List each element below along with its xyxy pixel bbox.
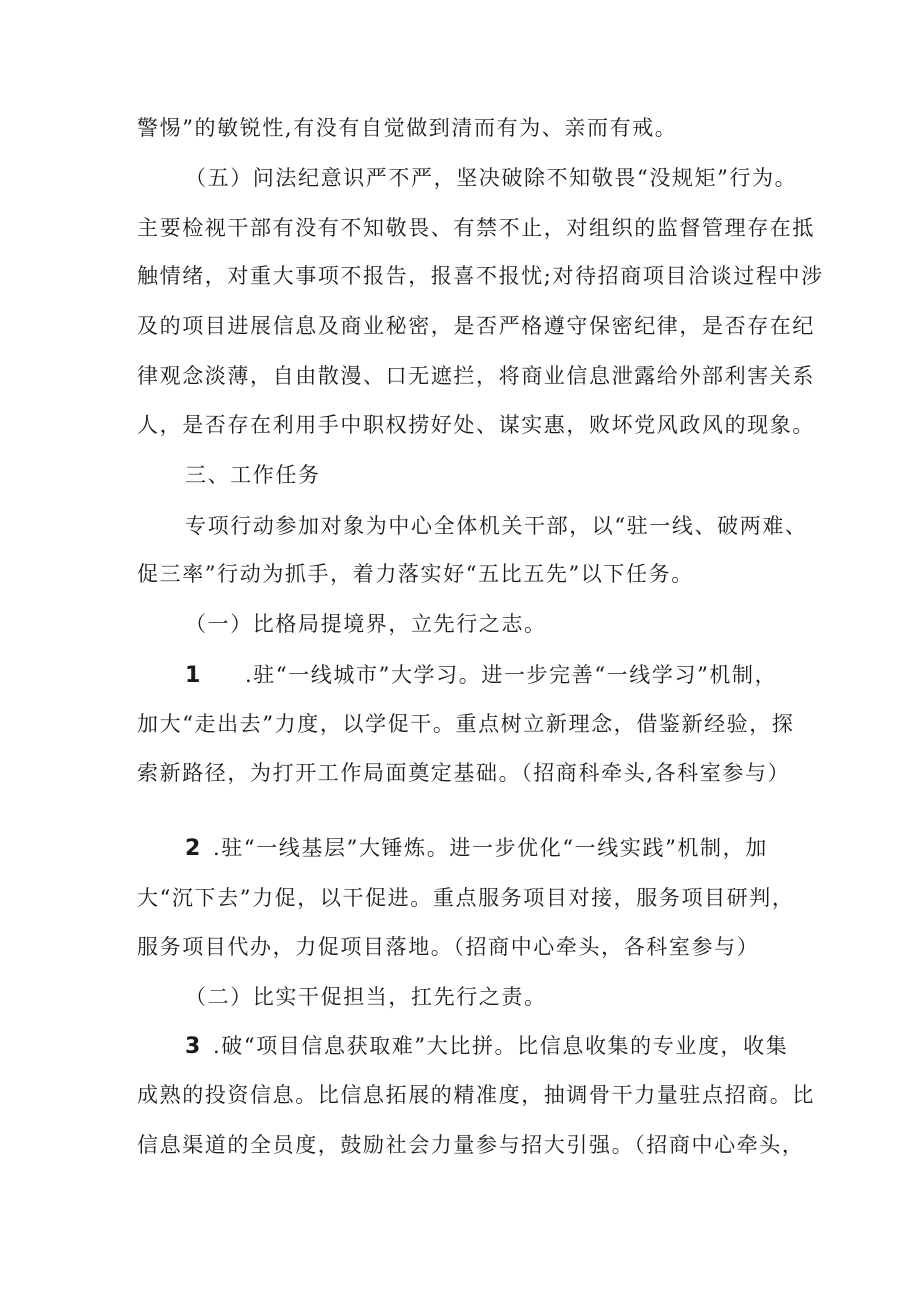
section-heading: [185, 609, 845, 639]
text-line: [137, 1130, 805, 1160]
line-text: 服务项目代办，力促项目落地。（招商中心牵头，各科室参与）: [137, 935, 760, 959]
text-line: [137, 559, 797, 589]
line-text: 三、工作任务: [185, 463, 321, 487]
line-text: 信息渠道的全员度，鼓励社会力量参与招大引强。（招商中心牵头，: [137, 1133, 805, 1157]
line-text: （一）比格局提境界，立先行之志。: [185, 612, 547, 636]
item-number: 1: [185, 663, 201, 688]
line-text: 触情绪，对重大事项不报告，报喜不报忧;对待招商项目洽谈过程中涉: [137, 264, 824, 288]
text-line: [137, 932, 797, 962]
item-number: 3: [185, 1034, 201, 1059]
line-text: 索新路径，为打开工作局面奠定基础。（招商科牵头,各科室参与）: [137, 761, 791, 785]
line-text: 加大“走出去”力度，以学促干。重点树立新理念，借鉴新经验，探: [137, 712, 795, 736]
line-text: 主要检视干部有没有不知敬畏、有禁不止，对组织的监督管理存在抵: [137, 216, 815, 240]
line-text: 律观念淡薄，自由散漫、口无遮拦，将商业信息泄露给外部利害关系: [137, 364, 815, 388]
section-heading: [185, 163, 845, 193]
section-heading: [185, 982, 845, 1012]
text-line: [137, 261, 824, 291]
text-line: [137, 1080, 815, 1110]
numbered-item: [185, 660, 845, 691]
line-text: （二）比实干促担当，扛先行之责。: [185, 985, 547, 1009]
numbered-item: [185, 1031, 845, 1062]
text-line: [137, 883, 797, 913]
text-line: [185, 511, 845, 541]
line-text: 成熟的投资信息。比信息拓展的精准度，抽调骨干力量驻点招商。比: [137, 1083, 815, 1107]
text-line: [137, 758, 797, 788]
text-line: [137, 410, 815, 440]
line-text: 人，是否存在利用手中职权捞好处、谋实惠，败坏党风政风的现象。: [137, 413, 815, 437]
item-number: 2: [185, 836, 201, 861]
text-line: [137, 709, 797, 739]
text-line: [137, 361, 815, 391]
line-text: .破“项目信息获取难”大比拼。比信息收集的专业度，收集: [213, 1034, 789, 1058]
line-text: （五）问法纪意识严不严，坚决破除不知敬畏“没规矩”行为。: [185, 166, 798, 190]
text-line: [137, 311, 815, 341]
text-line: [137, 213, 815, 243]
line-text: .驻“一线城市”大学习。进一步完善“一线学习”机制，: [245, 663, 778, 687]
line-text: 促三率”行动为抓手，着力落实好“五比五先”以下任务。: [137, 562, 694, 586]
line-text: .驻“一线基层”大锤炼。进一步优化“一线实践”机制，加: [213, 836, 768, 860]
chapter-heading: [185, 460, 845, 490]
numbered-item: [185, 833, 845, 864]
line-text: 专项行动参加对象为中心全体机关干部，以“驻一线、破两难、: [185, 514, 808, 538]
line-text: 警惕”的敏锐性,有没有自觉做到清而有为、亲而有戒。: [137, 116, 678, 140]
line-text: 及的项目进展信息及商业秘密，是否严格遵守保密纪律，是否存在纪: [137, 314, 815, 338]
text-line: [137, 113, 797, 143]
line-text: 大“沉下去”力促，以干促进。重点服务项目对接，服务项目研判，: [137, 886, 795, 910]
